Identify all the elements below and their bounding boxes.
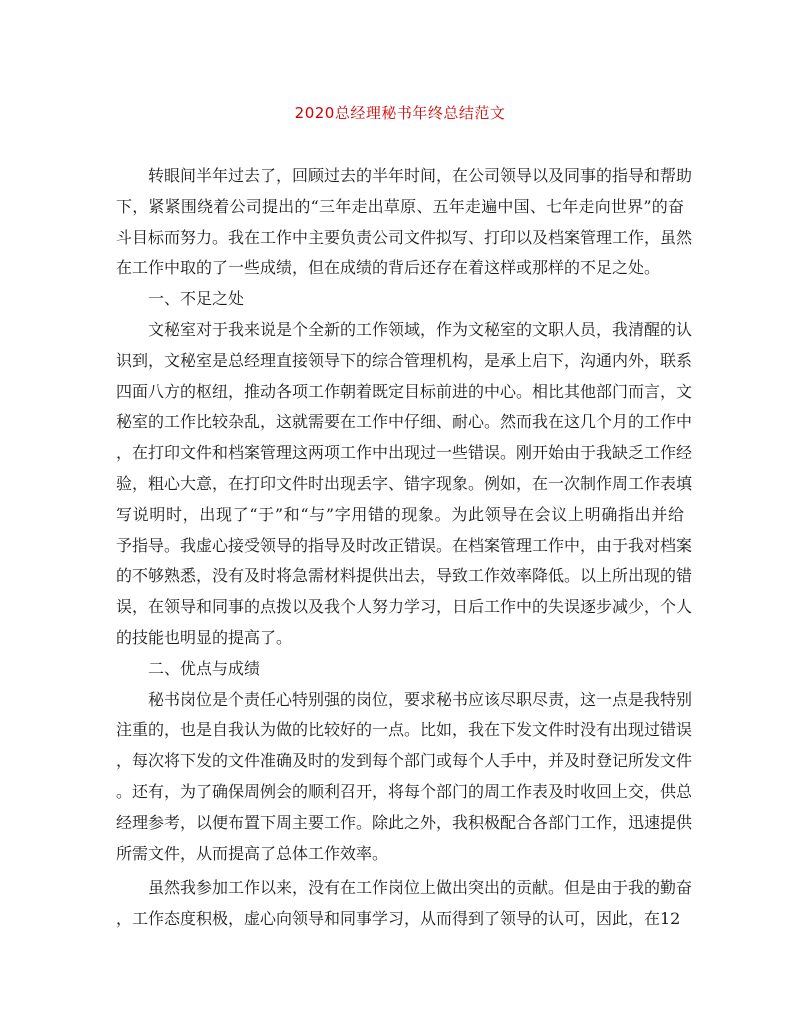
text-line: 经理参考，以便布置下周主要工作。除此之外，我积极配合各部门工作，迅速提供 (116, 812, 693, 832)
text-line: ，在打印文件和档案管理这两项工作中出现过一些错误。刚开始由于我缺乏工作经 (116, 443, 693, 463)
text-line: 下，紧紧围绕着公司提出的“三年走出草原、五年走遍中国、七年走向世界”的奋 (116, 196, 684, 216)
text-line: 秘书岗位是个责任心特别强的岗位，要求秘书应该尽职尽责，这一点是我特别 (116, 689, 693, 709)
text-line: 写说明时，出现了“于”和“与”字用错的现象。为此领导在会议上明确指出并给 (116, 504, 684, 524)
text-line: 虽然我参加工作以来，没有在工作岗位上做出突出的贡献。但是由于我的勤奋 (116, 878, 693, 898)
text-line: 四面八方的枢纽，推动各项工作朝着既定目标前进的中心。相比其他部门而言，文 (116, 381, 693, 401)
text-line: 文秘室对于我来说是个全新的工作领域，作为文秘室的文职人员，我清醒的认 (116, 319, 693, 339)
text-line: 的不够熟悉，没有及时将急需材料提供出去，导致工作效率降低。以上所出现的错 (116, 566, 693, 586)
text-line: 秘室的工作比较杂乱，这就需要在工作中仔细、耐心。然而我在这几个月的工作中 (116, 412, 693, 432)
text-line: 转眼间半年过去了，回顾过去的半年时间，在公司领导以及同事的指导和帮助 (116, 166, 693, 185)
text-line: 识到，文秘室是总经理直接领导下的综合管理机构，是承上启下，沟通内外，联系 (116, 350, 693, 370)
text-line: 的技能也明显的提高了。 (116, 627, 293, 647)
text-line: 验，粗心大意，在打印文件时出现丢字、错字现象。例如，在一次制作周工作表填 (116, 473, 693, 493)
text-line: 予指导。我虚心接受领导的指导及时改正错误。在档案管理工作中，由于我对档案 (116, 535, 693, 555)
text-line: ，每次将下发的文件准确及时的发到每个部门或每个人手中，并及时登记所发文件 (116, 751, 693, 771)
text-line: 斗目标而努力。我在工作中主要负责公司文件拟写、打印以及档案管理工作，虽然 (116, 227, 693, 247)
text-line: 所需文件，从而提高了总体工作效率。 (116, 843, 389, 863)
text-line: 。还有，为了确保周例会的顺利召开，将每个部门的周工作表及时收回上交，供总 (116, 781, 693, 801)
document-title: 2020总经理秘书年终总结范文 (294, 104, 506, 122)
text-line: 注重的，也是自我认为做的比较好的一点。比如，我在下发文件时没有出现过错误 (116, 720, 693, 740)
document-body (116, 161, 693, 935)
section-heading: 二、优点与成绩 (116, 658, 261, 678)
text-line: ，工作态度积极，虚心向领导和同事学习，从而得到了领导的认可，因此，在12 (116, 909, 681, 929)
text-line: 在工作中取的了一些成绩，但在成绩的背后还存在着这样或那样的不足之处。 (116, 258, 661, 278)
section-heading: 一、不足之处 (116, 289, 245, 309)
text-line: 误，在领导和同事的点拨以及我个人努力学习，日后工作中的失误逐步减少，个人 (116, 597, 693, 617)
